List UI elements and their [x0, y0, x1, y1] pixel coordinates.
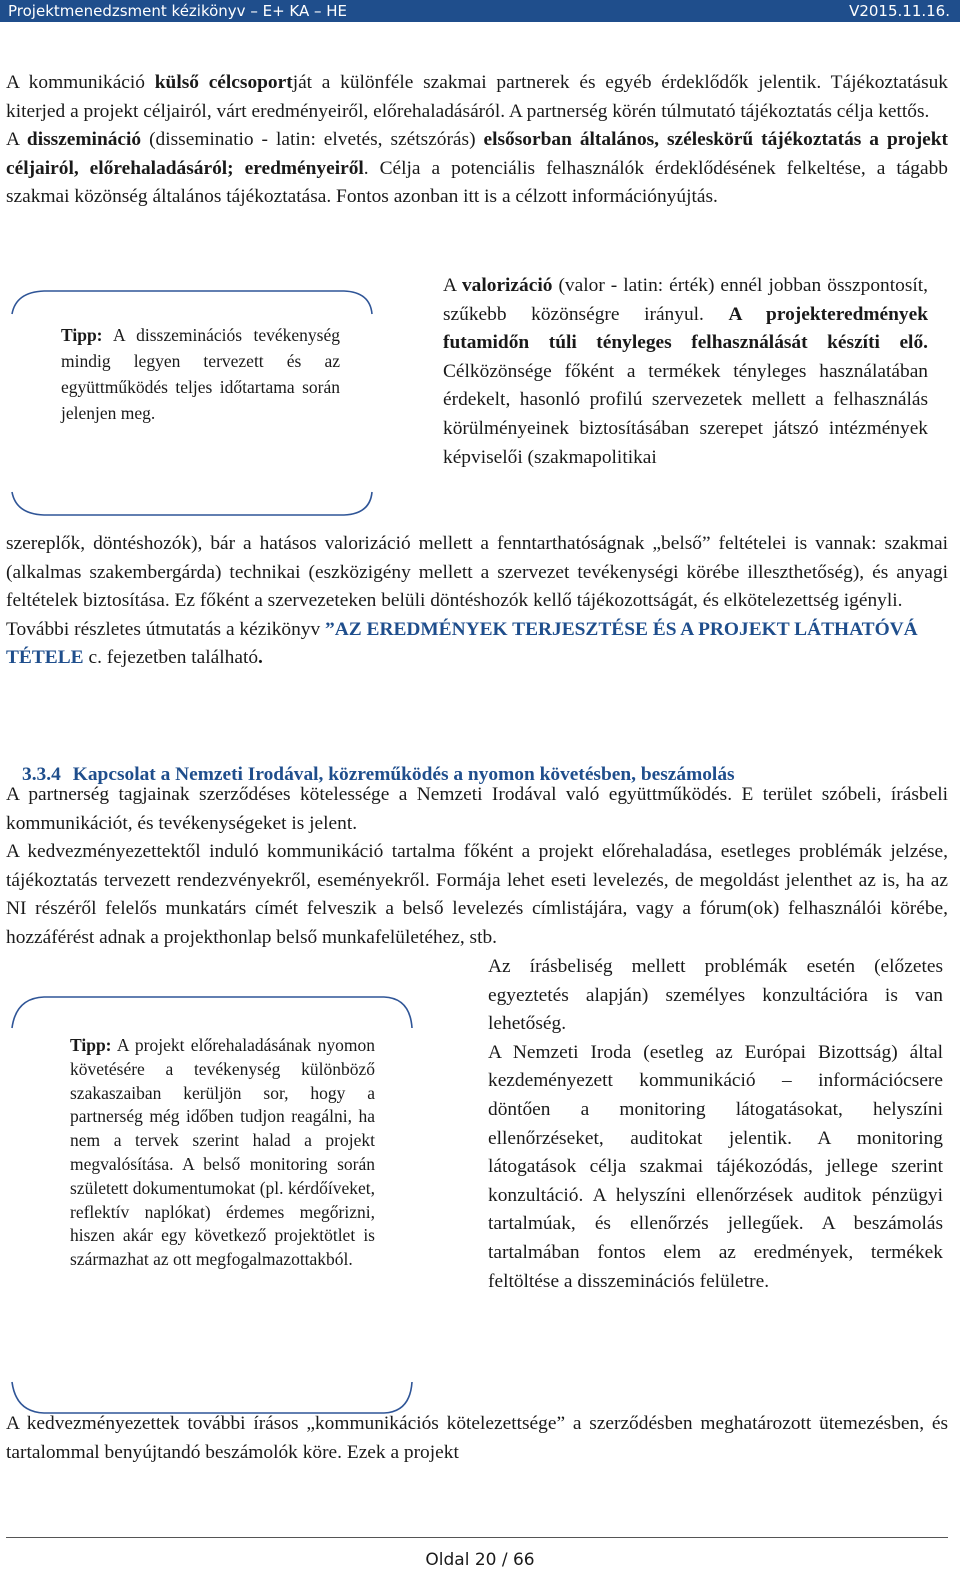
intro-bold: elsősorban általános, széleskörű tájékoztatás a projekt céljairól, előrehaladásáról; eredményeiről	[6, 129, 949, 179]
valor-text: (valor - latin: érték) ennél jobban összpontosít, szűkebb közönségre irányul.	[443, 275, 928, 325]
section-number: 3.3.4	[22, 764, 61, 785]
valor-text: A	[443, 275, 462, 296]
section-paragraph-1: A partnerség tagjainak szerződéses kötelessége a Nemzeti Irodával való együttműködés. E terület szóbeli, írásbeli kommunikációt, és tevékenységeket is jelent.	[6, 784, 948, 834]
valorization-continued	[6, 530, 948, 673]
valorization-paragraph	[443, 272, 928, 472]
intro-paragraph-2	[6, 126, 948, 212]
footer-divider	[6, 1537, 948, 1538]
tip-2-body: A projekt előrehaladásának nyomon követésére a tevékenység különböző szakaszaiban kerüljön sor, hogy a partnerség még időben tudjon reagálni, ha nem a tervek szerint halad a projekt megvalósítása. A belső monitoring során született dokumentumokat (pl. kérdőíveket, reflektív naplókat) érdemes megőrizni, hiszen akár egy következő projektötlet is származhat az ott megfogalmazottakból.	[70, 1035, 375, 1270]
intro-text: A kommunikáció	[6, 72, 155, 93]
ref-text: c. fejezetben található	[83, 647, 259, 669]
valor-bold: A projekteredmények futamidőn túli tényleges felhasználását készíti elő.	[443, 303, 928, 354]
ref-period: .	[258, 647, 263, 669]
reference-line	[6, 616, 948, 673]
valor-bold: valorizáció	[461, 275, 553, 296]
tip-1-text	[61, 322, 340, 426]
ref-chapter-link[interactable]: ”AZ EREDMÉNYEK TERJESZTÉSE ÉS A PROJEKT LÁTHATÓVÁ TÉTELE	[6, 618, 918, 669]
section-body	[6, 781, 948, 953]
intro-text: . Célja a potenciális felhasználók érdeklődésének felkeltése, a tágabb szakmai közönség általános tájékoztatása. Fontos azonban itt is a célzott információnyújtás.	[6, 157, 948, 208]
intro-text: A	[6, 129, 27, 151]
intro-text: (disseminatio - latin: elvetés, szétszórás)	[141, 129, 484, 151]
valor-cont-text: szereplők, döntéshozók), bár a hatásos valorizáció mellett a fenntarthatóságnak „belső” feltételei is vannak: szakmai (alkalmas szakembergárda) technikai (eszközigény mellett a szervezet tevékenységi körébe illeszthetőség), és anyagi feltételek biztosítása. Ez főként a szervezeteken belüli döntéshozók kellő tájékozottságát, és elkötelezettség igényli.	[6, 533, 948, 612]
header-title: Projektmenedzsment kézikönyv – E+ KA – HE	[8, 2, 348, 20]
tip-1-body: A disszeminációs tevékenység mindig legyen tervezett és az együttműködés teljes időtartama során jelenjen meg.	[61, 325, 340, 423]
tip-box-1	[4, 286, 378, 520]
right-column	[488, 953, 943, 1296]
tip-2-text	[70, 1034, 375, 1272]
intro-paragraph-1	[6, 69, 948, 126]
valor-text: Célközönsége főként a termékek tényleges használatában érdekelt, hasonló profilú szervezetek mellett a felhasználás körülményeinek biztosításában szerepet játszó intézmények képviselői (szakmapolitikai	[443, 360, 928, 468]
section-paragraph-2: A kedvezményezettektől induló kommunikáció tartalma főként a projekt előrehaladása, esetleges problémák jelzése, tájékoztatás tervezett rendezvényekről, eseményekről. Formája lehet eseti levelezés, de megoldást jelenthet az is, ha az NI részéről felelős munkatárs címét felveszik a belső levelezés címlistájára, vagy a fórum(ok) felhasználói körébe, hozzáférést adnak a projekthonlap belső munkafelületéhez, stb.	[6, 841, 948, 948]
header-version: V2015.11.16.	[849, 2, 950, 20]
tip-box-2	[4, 992, 418, 1418]
page-header	[0, 0, 960, 22]
intro-block	[6, 69, 948, 212]
section-title: Kapcsolat a Nemzeti Irodával, közreműködés a nyomon követésben, beszámolás	[72, 764, 735, 785]
page-number: Oldal 20 / 66	[425, 1550, 535, 1570]
intro-bold: disszemináció	[26, 129, 142, 151]
right-paragraph-2: A Nemzeti Iroda (esetleg az Európai Bizottság) által kezdeményezett kommunikáció – információcsere döntően a monitoring látogatásokat, helyszíni ellenőrzéseket, auditokat jelentik. A monitoring látogatások célja szakmai tájékozódás, jellege szerint konzultáció. A helyszíni ellenőrzések auditok pénzügyi tartalmúak, és ellenőrzés jellegűek. A beszámolás tartalmában fontos elem az eredmények, termékek feltöltése a disszeminációs felületre.	[488, 1041, 943, 1292]
last-paragraph-text: A kedvezményezettek további írásos „kommunikációs kötelezettsége” a szerződésben meghatározott ütemezésben, és tartalommal benyújtandó beszámolók köre. Ezek a projekt	[6, 1413, 948, 1463]
intro-text: ját a különféle szakmai partnerek és egyéb érdeklődők jelentik. Tájékoztatásuk kiterjed a projekt céljairól, várt eredményeiről, előrehaladásáról. A partnerség körén túlmutató tájékoztatás célja kettős.	[6, 72, 949, 122]
ref-text: További részletes útmutatás a kézikönyv	[6, 618, 326, 640]
last-paragraph	[6, 1410, 948, 1467]
intro-bold: külső célcsoport	[154, 72, 293, 93]
right-paragraph-1: Az írásbeliség mellett problémák esetén (előzetes egyeztetés alapján) személyes konzultációra is van lehetőség.	[488, 956, 943, 1035]
tip-1-label: Tipp:	[61, 325, 103, 345]
tip-2-label: Tipp:	[70, 1035, 112, 1055]
